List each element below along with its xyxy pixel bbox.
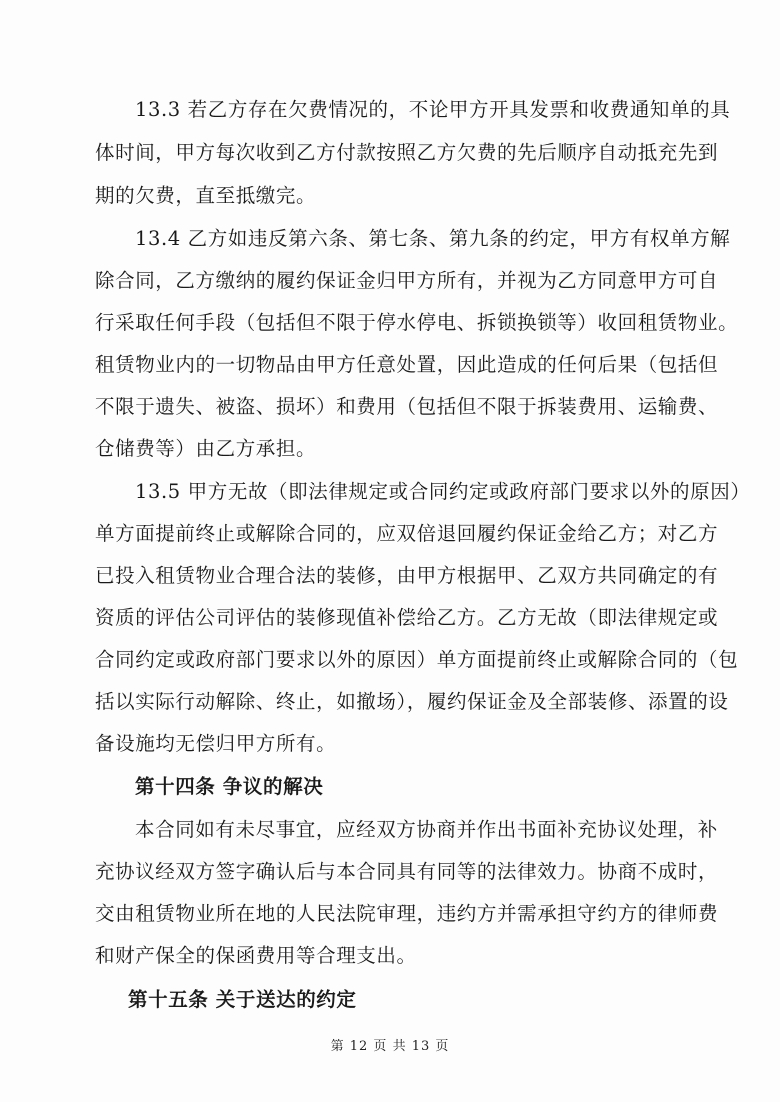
clause-13-3-line-3: 期的欠费，直至抵缴完。 — [95, 184, 317, 207]
clause-13-5-line-5: 合同约定或政府部门要求以外的原因）单方面提前终止或解除合同的（包 — [95, 648, 739, 671]
clause-13-5-line-4: 资质的评估公司评估的装修现值补偿给乙方。乙方无故（即法律规定或 — [95, 606, 719, 629]
clause-13-4-line-1: 13.4 乙方如违反第六条、第七条、第九条的约定，甲方有权单方解 — [135, 227, 731, 250]
clause-13-5-line-6: 括以实际行动解除、终止，如撤场），履约保证金及全部装修、添置的设 — [95, 690, 729, 713]
article-14-line-2: 充协议经双方签字确认后与本合同具有同等的法律效力。协商不成时， — [95, 860, 719, 883]
clause-13-4-line-3: 行采取任何手段（包括但不限于停水停电、拆锁换锁等）收回租赁物业。 — [95, 311, 739, 334]
clause-13-4-line-4: 租赁物业内的一切物品由甲方任意处置，因此造成的任何后果（包括但 — [95, 353, 719, 376]
clause-13-4-line-5: 不限于遗失、被盗、损坏）和费用（包括但不限于拆装费用、运输费、 — [95, 395, 719, 418]
clause-13-4-line-6: 仓储费等）由乙方承担。 — [95, 437, 317, 460]
clause-13-5-line-7: 备设施均无偿归甲方所有。 — [95, 732, 337, 755]
clause-13-5-line-1: 13.5 甲方无故（即法律规定或合同约定或政府部门要求以外的原因） — [135, 480, 751, 503]
article-14-heading: 第十四条 争议的解决 — [135, 775, 324, 798]
clause-13-5-line-2: 单方面提前终止或解除合同的，应双倍退回履约保证金给乙方；对乙方 — [95, 522, 719, 545]
clause-13-3-line-1: 13.3 若乙方存在欠费情况的，不论甲方开具发票和收费通知单的具 — [135, 98, 731, 121]
clause-13-3-line-2: 体时间，甲方每次收到乙方付款按照乙方欠费的先后顺序自动抵充先到 — [95, 141, 719, 164]
article-15-heading: 第十五条 关于送达的约定 — [128, 988, 357, 1011]
clause-13-4-line-2: 除合同，乙方缴纳的履约保证金归甲方所有，并视为乙方同意甲方可自 — [95, 269, 719, 292]
page-footer: 第 12 页 共 13 页 — [330, 1039, 450, 1054]
article-14-line-1: 本合同如有未尽事宜，应经双方协商并作出书面补充协议处理，补 — [135, 818, 718, 841]
article-14-line-3: 交由租赁物业所在地的人民法院审理，违约方并需承担守约方的律师费 — [95, 902, 719, 925]
article-14-line-4: 和财产保全的保函费用等合理支出。 — [95, 944, 417, 967]
clause-13-5-line-3: 已投入租赁物业合理合法的装修，由甲方根据甲、乙双方共同确定的有 — [95, 564, 719, 587]
